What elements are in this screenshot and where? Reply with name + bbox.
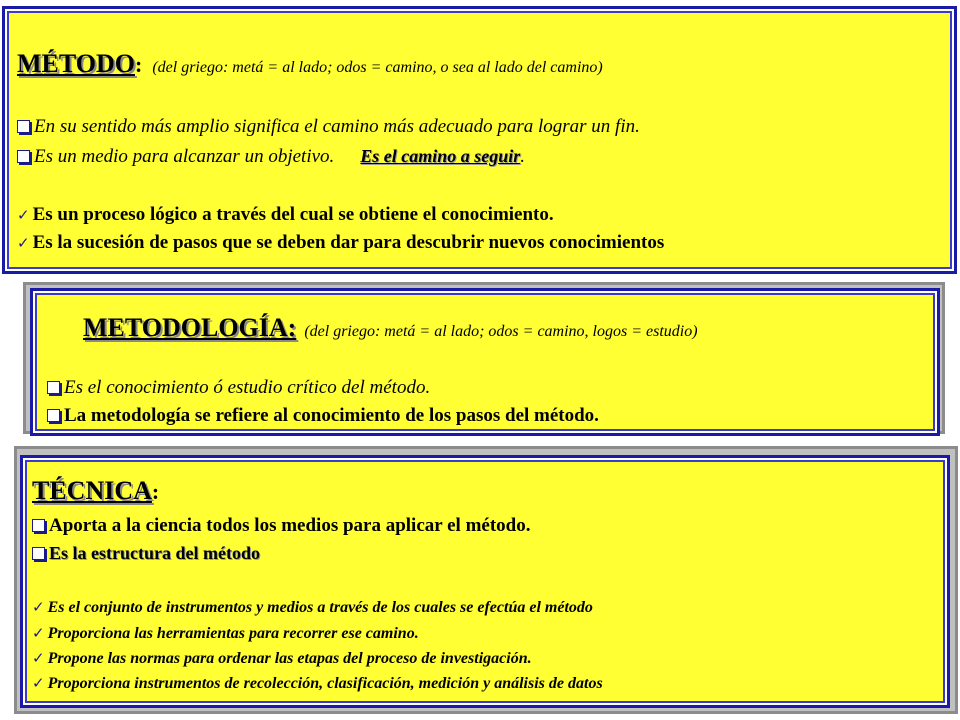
tecnica-check-1-text: Es el conjunto de instrumentos y medios a través de los cuales se efectúa el método	[47, 599, 593, 616]
checkmark-icon: ✓	[17, 234, 30, 252]
square-bullet-icon	[32, 519, 45, 532]
metodologia-bullet-2-text: La metodología se refiere al conocimiento de los pasos del método.	[64, 405, 599, 426]
tecnica-check-2	[32, 624, 419, 643]
square-bullet-icon	[47, 409, 60, 422]
checkmark-icon: ✓	[32, 624, 45, 642]
metodologia-etymology: (del griego: metá = al lado; odos = camino, logos = estudio)	[304, 323, 698, 340]
square-bullet-icon	[17, 150, 30, 163]
tecnica-bullet-1	[32, 515, 530, 537]
metodologia-bullet-2	[47, 405, 599, 427]
metodo-bullet-2-text: Es un medio para alcanzar un objetivo.	[34, 146, 335, 167]
metodologia-panel	[30, 288, 940, 436]
metodo-highlight: Es el camino a seguir	[360, 146, 521, 166]
tecnica-heading	[32, 476, 159, 506]
tecnica-bullet-2	[32, 543, 260, 564]
checkmark-icon: ✓	[32, 649, 45, 667]
tecnica-check-1	[32, 598, 593, 617]
metodo-etymology: (del griego: metá = al lado; odos = camino, o sea al lado del camino)	[152, 59, 603, 76]
metodo-bullet-1	[17, 116, 640, 138]
metodo-bullet-2	[17, 146, 525, 168]
tecnica-check-2-text: Proporciona las herramientas para recorrer ese camino.	[47, 625, 419, 642]
tecnica-bullet-2-text: Es la estructura del método	[49, 543, 260, 563]
tecnica-bullet-1-text: Aporta a la ciencia todos los medios para aplicar el método.	[49, 515, 531, 536]
checkmark-icon: ✓	[32, 674, 45, 692]
metodo-title: MÉTODO	[17, 49, 135, 78]
metodologia-bullet-1	[47, 377, 430, 399]
metodo-check-1-text: Es un proceso lógico a través del cual se obtiene el conocimiento.	[32, 204, 554, 225]
tecnica-title: TÉCNICA	[32, 476, 152, 505]
metodologia-bullet-1-text: Es el conocimiento ó estudio crítico del método.	[64, 377, 431, 398]
square-bullet-icon	[32, 547, 45, 560]
metodologia-heading	[83, 313, 698, 343]
metodo-check-2-text: Es la sucesión de pasos que se deben dar para descubrir nuevos conocimientos	[32, 232, 665, 253]
metodologia-title: METODOLOGÍA:	[83, 313, 297, 342]
tecnica-check-3	[32, 649, 532, 668]
square-bullet-icon	[47, 381, 60, 394]
checkmark-icon: ✓	[32, 598, 45, 616]
square-bullet-icon	[17, 120, 30, 133]
metodo-panel	[2, 6, 957, 274]
metodo-check-2	[17, 232, 664, 254]
checkmark-icon: ✓	[17, 206, 30, 224]
tecnica-check-4-text: Proporciona instrumentos de recolección, clasificación, medición y análisis de datos	[47, 675, 603, 692]
metodo-check-1	[17, 204, 554, 226]
tecnica-colon: :	[151, 479, 160, 504]
metodo-heading	[17, 49, 603, 79]
metodo-highlight-tail: .	[520, 146, 526, 167]
metodo-colon: :	[134, 52, 143, 77]
metodo-bullet-1-text: En su sentido más amplio significa el camino más adecuado para lograr un fin.	[34, 116, 640, 137]
tecnica-check-4	[32, 674, 603, 693]
tecnica-panel	[20, 455, 950, 708]
tecnica-check-3-text: Propone las normas para ordenar las etapas del proceso de investigación.	[47, 650, 532, 667]
